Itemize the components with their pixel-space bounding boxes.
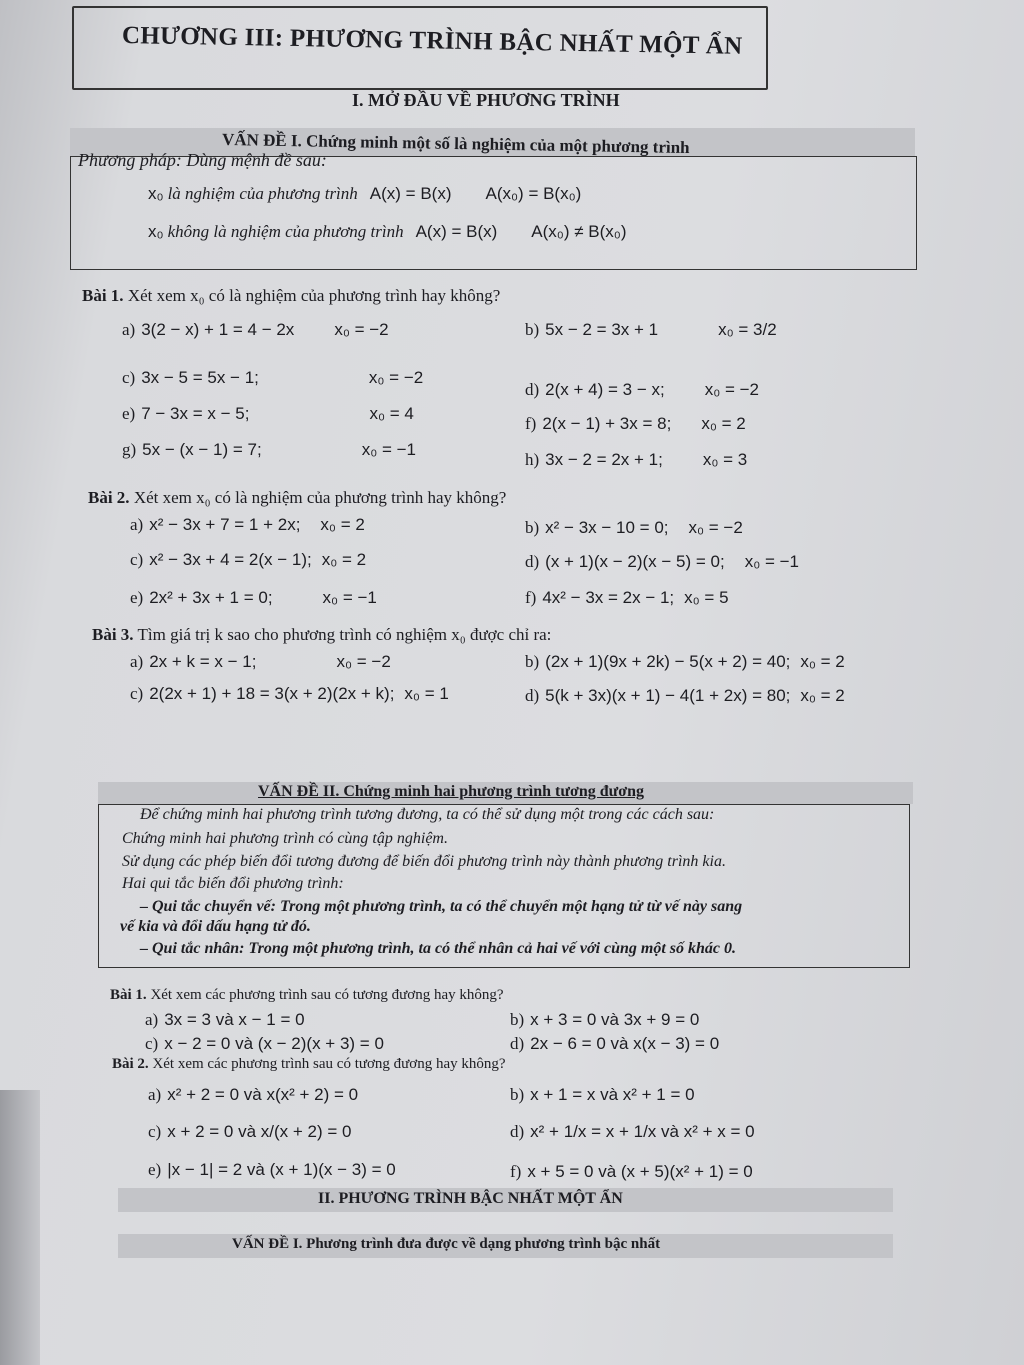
- equation: 2(x − 1) + 3x = 8;: [542, 414, 672, 433]
- item-label: c): [122, 368, 136, 387]
- x0-value: x₀ = 3: [702, 450, 748, 469]
- item-label: e): [130, 588, 144, 607]
- topic2-line: Để chứng minh hai phương trình tương đương, ta có thể sử dụng một trong các cách sau:: [140, 806, 715, 823]
- equation: 3x − 5 = 5x − 1;: [141, 368, 259, 387]
- equation: x² − 3x + 4 = 2(x − 1);: [149, 550, 312, 569]
- equation: 5x − 2 = 3x + 1: [545, 320, 659, 339]
- exercise-item: [130, 588, 377, 608]
- x0-value: x₀ = 4: [369, 404, 414, 423]
- equation: x + 2 = 0 và x/(x + 2) = 0: [167, 1122, 352, 1141]
- item-label: a): [130, 652, 144, 671]
- item-label: f): [525, 588, 537, 607]
- item-label: d): [510, 1122, 525, 1141]
- t2bai1-question: Bài 1. Xét xem các phương trình sau có tương đương hay không?: [110, 987, 504, 1003]
- exercise-item: [525, 552, 799, 572]
- equation: 7 − 3x = x − 5;: [141, 404, 250, 423]
- equation: 2(2x + 1) + 18 = 3(x + 2)(2x + k);: [149, 684, 395, 703]
- exercise-item: [525, 414, 746, 434]
- x0-value: x₀ = 5: [684, 588, 729, 607]
- item-label: f): [510, 1162, 522, 1181]
- exercise-item: [122, 440, 416, 460]
- exercise-item: [148, 1160, 396, 1180]
- item-label: e): [122, 404, 136, 423]
- chapter-title: CHƯƠNG III: PHƯƠNG TRÌNH BẬC NHẤT MỘT ẨN: [121, 22, 743, 60]
- method-label: Phương pháp: Dùng mệnh đề sau:: [78, 150, 327, 170]
- exercise-item: [525, 652, 845, 672]
- x0-value: x₀ = −1: [361, 440, 417, 459]
- item-label: c): [130, 550, 144, 569]
- exercise-item: [130, 550, 366, 570]
- item-label: c): [130, 684, 144, 703]
- item-label: e): [148, 1160, 162, 1179]
- exercise-item: [148, 1122, 351, 1142]
- bai3-question: Bài 3. Tìm giá trị k sao cho phương trình có nghiệm x₀ được chỉ ra:: [92, 625, 552, 644]
- x0-value: x₀ = 2: [800, 686, 845, 705]
- equation: x² − 3x − 10 = 0;: [545, 518, 669, 537]
- x0-value: x₀ = −1: [322, 588, 377, 607]
- x0-value: x₀ = −2: [336, 652, 391, 671]
- equation: x² + 2 = 0 và x(x² + 2) = 0: [167, 1085, 359, 1104]
- equation: 2x − 6 = 0 và x(x − 3) = 0: [530, 1034, 720, 1053]
- equation: x + 3 = 0 và 3x + 9 = 0: [530, 1010, 700, 1029]
- t2bai2-question: Bài 2. Xét xem các phương trình sau có tương đương hay không?: [112, 1056, 506, 1072]
- exercise-item: [510, 1162, 753, 1182]
- item-label: d): [525, 552, 540, 571]
- equation: x² + 1/x = x + 1/x và x² + x = 0: [530, 1122, 755, 1141]
- x0-value: x₀ = 1: [404, 684, 449, 703]
- exercise-item: [130, 652, 391, 672]
- bai2-question: Bài 2. Xét xem x₀ có là nghiệm của phương trình hay không?: [88, 488, 507, 507]
- exercise-item: [122, 320, 389, 340]
- x0-value: x₀ = −2: [334, 320, 389, 339]
- x0-value: x₀ = −2: [704, 380, 760, 399]
- x0-value: x₀ = 2: [800, 652, 845, 671]
- topic2-line: – Qui tắc chuyển vế: Trong một phương trình, ta có thể chuyển một hạng tử từ vế này sang: [140, 898, 743, 915]
- item-label: a): [148, 1085, 162, 1104]
- item-label: a): [130, 515, 144, 534]
- exercise-item: [510, 1034, 719, 1054]
- item-label: b): [525, 518, 540, 537]
- topic3-title: VẤN ĐỀ I. Phương trình đưa được về dạng phương trình bậc nhất: [232, 1236, 661, 1252]
- section2-title: II. PHƯƠNG TRÌNH BẬC NHẤT MỘT ẨN: [318, 1190, 623, 1207]
- exercise-item: [510, 1122, 755, 1142]
- equation: 2(x + 4) = 3 − x;: [545, 380, 665, 399]
- exercise-item: [122, 404, 414, 424]
- exercise-item: [148, 1085, 358, 1105]
- exercise-item: [122, 368, 423, 388]
- item-label: g): [122, 440, 137, 459]
- topic1-title: VẤN ĐỀ I. Chứng minh một số là nghiệm của một phương trình: [221, 129, 690, 158]
- exercise-item: [510, 1010, 699, 1030]
- topic2-line: Hai qui tắc biến đổi phương trình:: [122, 875, 344, 892]
- item-label: b): [525, 320, 540, 339]
- equation: 3x − 2 = 2x + 1;: [545, 450, 663, 469]
- topic2-line: Sử dụng các phép biến đổi tương đương để biến đổi phương trình này thành phương trình kia.: [122, 853, 726, 870]
- rule-2: x₀ không là nghiệm của phương trình A(x) = B(x) A(x₀) ≠ B(x₀): [148, 222, 627, 241]
- exercise-item: [525, 320, 777, 340]
- x0-value: x₀ = 2: [321, 550, 367, 569]
- item-label: c): [148, 1122, 162, 1141]
- equation: 3x = 3 và x − 1 = 0: [164, 1010, 305, 1029]
- equation: 4x² − 3x = 2x − 1;: [542, 588, 675, 607]
- x0-value: x₀ = −2: [688, 518, 743, 537]
- equation: |x − 1| = 2 và (x + 1)(x − 3) = 0: [167, 1160, 396, 1179]
- equation: 2x² + 3x + 1 = 0;: [149, 588, 273, 607]
- item-label: b): [510, 1010, 525, 1029]
- topic2-line: – Qui tắc nhân: Trong một phương trình, ta có thể nhân cả hai vế với cùng một số khác 0.: [140, 940, 737, 957]
- item-label: d): [525, 380, 540, 399]
- equation: 5x − (x − 1) = 7;: [142, 440, 262, 459]
- item-label: d): [510, 1034, 525, 1053]
- equation: x − 2 = 0 và (x − 2)(x + 3) = 0: [164, 1034, 384, 1053]
- exercise-item: [145, 1010, 305, 1030]
- item-label: c): [145, 1034, 159, 1053]
- exercise-item: [510, 1085, 695, 1105]
- section1-title: I. MỞ ĐẦU VỀ PHƯƠNG TRÌNH: [352, 90, 620, 110]
- equation: x² − 3x + 7 = 1 + 2x;: [149, 515, 301, 534]
- item-label: f): [525, 414, 537, 433]
- exercise-item: [525, 518, 743, 538]
- exercise-item: [130, 515, 365, 535]
- exercise-item: [525, 686, 845, 706]
- exercise-item: [525, 450, 747, 470]
- exercise-item: [525, 380, 759, 400]
- topic2-line: Chứng minh hai phương trình có cùng tập nghiệm.: [122, 830, 448, 847]
- item-label: a): [145, 1010, 159, 1029]
- equation: (x + 1)(x − 2)(x − 5) = 0;: [545, 552, 725, 571]
- x0-value: x₀ = 2: [701, 414, 746, 433]
- page-shadow: [0, 1090, 40, 1365]
- equation: 5(k + 3x)(x + 1) − 4(1 + 2x) = 80;: [545, 686, 791, 705]
- method-box: [70, 156, 917, 270]
- equation: (2x + 1)(9x + 2k) − 5(x + 2) = 40;: [545, 652, 791, 671]
- equation: 2x + k = x − 1;: [149, 652, 257, 671]
- item-label: d): [525, 686, 540, 705]
- topic2-title: VẤN ĐỀ II. Chứng minh hai phương trình tương đương: [258, 783, 644, 800]
- rule-1: x₀ là nghiệm của phương trình A(x) = B(x) A(x₀) = B(x₀): [148, 184, 582, 203]
- x0-value: x₀ = 3/2: [718, 320, 777, 339]
- equation: x + 1 = x và x² + 1 = 0: [530, 1085, 695, 1104]
- item-label: h): [525, 450, 540, 469]
- item-label: b): [510, 1085, 525, 1104]
- x0-value: x₀ = −1: [744, 552, 799, 571]
- item-label: a): [122, 320, 136, 339]
- exercise-item: [525, 588, 729, 608]
- item-label: b): [525, 652, 540, 671]
- x0-value: x₀ = −2: [368, 368, 424, 387]
- exercise-item: [145, 1034, 384, 1054]
- exercise-item: [130, 684, 449, 704]
- x0-value: x₀ = 2: [320, 515, 365, 534]
- topic2-line: vế kia và đổi dấu hạng tử đó.: [120, 918, 311, 935]
- equation: 3(2 − x) + 1 = 4 − 2x: [141, 320, 295, 339]
- bai1-question: Bài 1. Xét xem x₀ có là nghiệm của phương trình hay không?: [82, 286, 501, 305]
- equation: x + 5 = 0 và (x + 5)(x² + 1) = 0: [527, 1162, 753, 1181]
